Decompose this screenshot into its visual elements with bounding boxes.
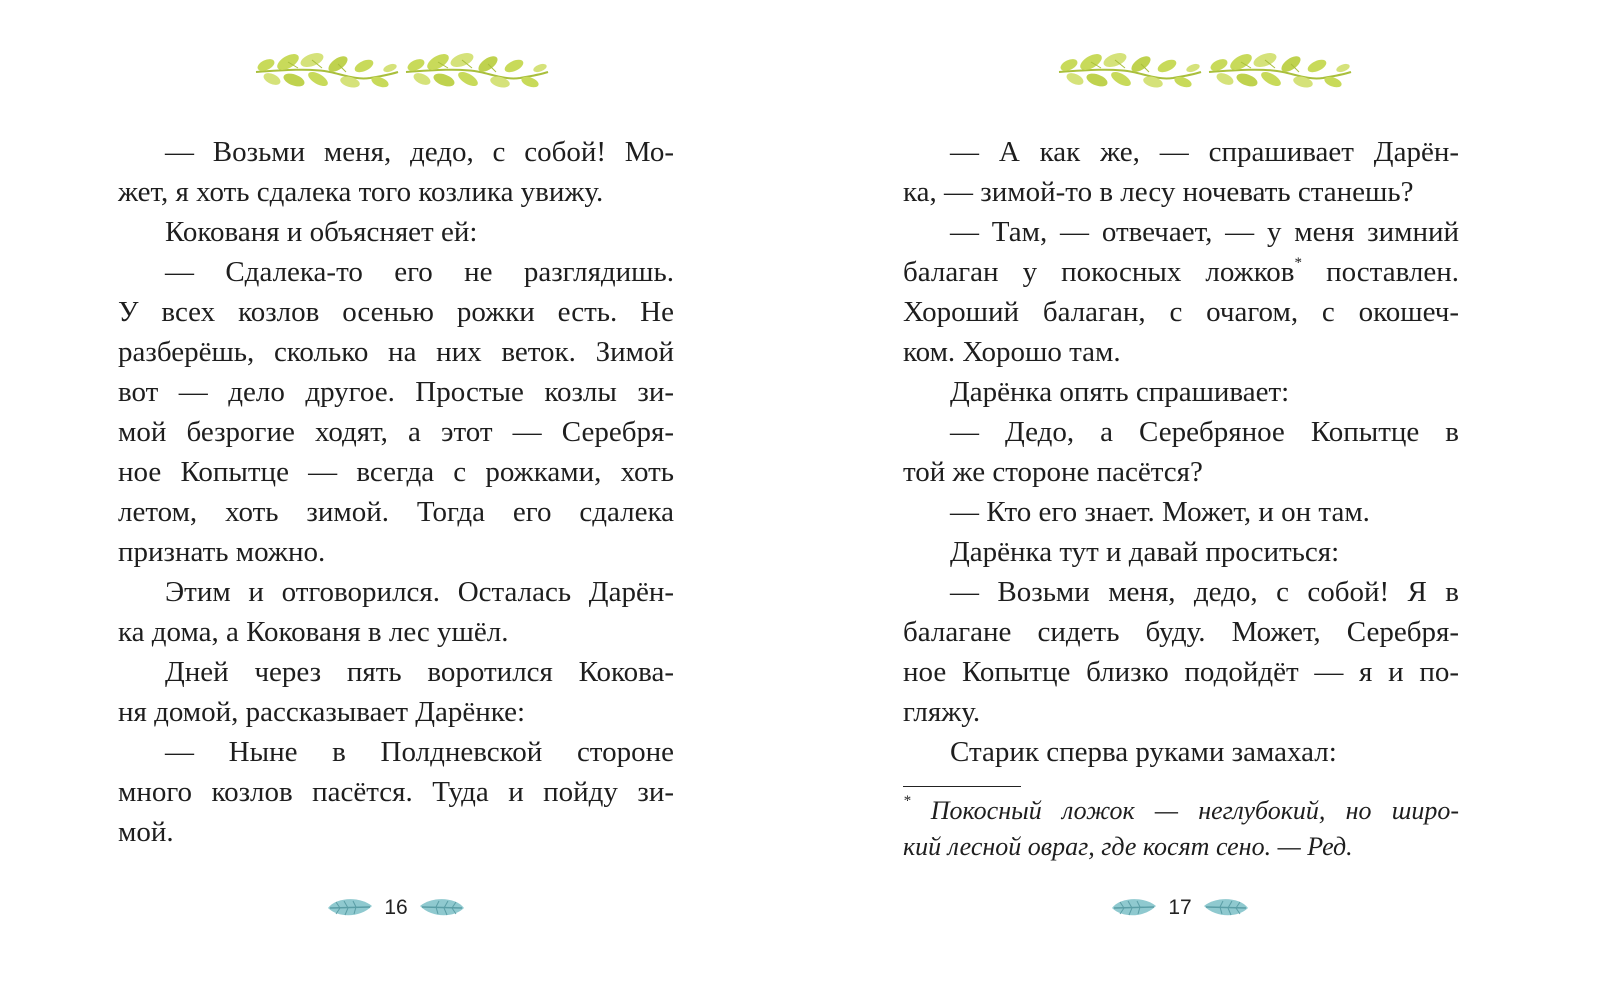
page-number: 17 (1168, 896, 1192, 919)
text-line: жет, я хоть сдалека того козлика увижу. (118, 176, 604, 208)
text-line: — Сдалека-то его не разглядишь. (165, 256, 674, 288)
footnote-divider (903, 786, 1021, 787)
text-line: балагане сидеть буду. Может, Серебря- (903, 616, 1459, 648)
text-line: вот — дело другое. Простые козлы зи- (118, 376, 674, 408)
text-line: гляжу. (903, 696, 981, 728)
text-line: У всех козлов осенью рожки есть. Не (118, 296, 674, 328)
text-line: — Возьми меня, дедо, с собой! Я в (950, 576, 1459, 608)
text-line: — Возьми меня, дедо, с собой! Мо- (165, 136, 674, 168)
text-line-part: балаган у покосных ложков (903, 256, 1295, 288)
text-line: признать можно. (118, 536, 326, 568)
right-page-text (903, 132, 1459, 865)
text-line: мой. (118, 816, 174, 848)
text-line: Дарёнка опять спрашивает: (950, 376, 1290, 408)
text-line: много козлов пасётся. Туда и пойду зи- (118, 776, 674, 808)
text-line: — Там, — отвечает, — у меня зимний (950, 216, 1459, 248)
leaf-icon (418, 896, 466, 920)
page-number: 16 (384, 896, 408, 919)
text-line: ка дома, а Кокованя в лес ушёл. (118, 616, 509, 648)
text-line: ка, — зимой-то в лесу ночевать станешь? (903, 176, 1414, 208)
text-line: ком. Хорошо там. (903, 336, 1121, 368)
text-line: летом, хоть зимой. Тогда его сдалека (118, 496, 674, 528)
right-page (800, 0, 1600, 988)
text-line (903, 252, 1459, 292)
text-line: ня домой, рассказывает Дарёнке: (118, 696, 526, 728)
text-line-part: поставлен. (1302, 256, 1460, 288)
text-line: мой безрогие ходят, а этот — Серебря- (118, 416, 674, 448)
left-page-text (118, 132, 674, 852)
text-line: ное Копытце — всегда с рожками, хоть (118, 456, 674, 488)
footnote-marker: * (1294, 255, 1303, 271)
text-line: — Кто его знает. Может, и он там. (950, 496, 1370, 528)
page-number-footer-left (326, 890, 466, 930)
text-line: той же стороне пасётся? (903, 456, 1203, 488)
text-line: ное Копытце близко подойдёт — я и по- (903, 656, 1459, 688)
text-line: Дней через пять воротился Кокова- (165, 656, 674, 688)
text-line: — Ныне в Полдневской стороне (165, 736, 674, 768)
text-line: Этим и отговорился. Осталась Дарён- (165, 576, 674, 608)
text-line: Дарёнка тут и давай проситься: (950, 536, 1340, 568)
text-line: Хороший балаган, с очагом, с окошеч- (903, 296, 1459, 328)
footnote-line: кий лесной овраг, где косят сено. — Ред. (903, 832, 1353, 861)
footnote-marker: * (903, 793, 911, 809)
footnote-line (903, 793, 1459, 829)
leaf-garland-icon (252, 46, 552, 90)
text-line: — А как же, — спрашивает Дарён- (950, 136, 1459, 168)
text-line: Старик сперва руками замахал: (950, 736, 1337, 768)
text-line: разберёшь, сколько на них веток. Зимой (118, 336, 674, 368)
text-line: — Дедо, а Серебряное Копытце в (950, 416, 1459, 448)
leaf-garland-icon (1055, 46, 1355, 90)
text-line: Кокованя и объясняет ей: (165, 216, 478, 248)
footnote (903, 793, 1459, 865)
page-number-footer-right (1110, 890, 1250, 930)
footnote-text: Покосный ложок — неглубокий, но широ- (910, 796, 1459, 825)
leaf-icon (1202, 896, 1250, 920)
